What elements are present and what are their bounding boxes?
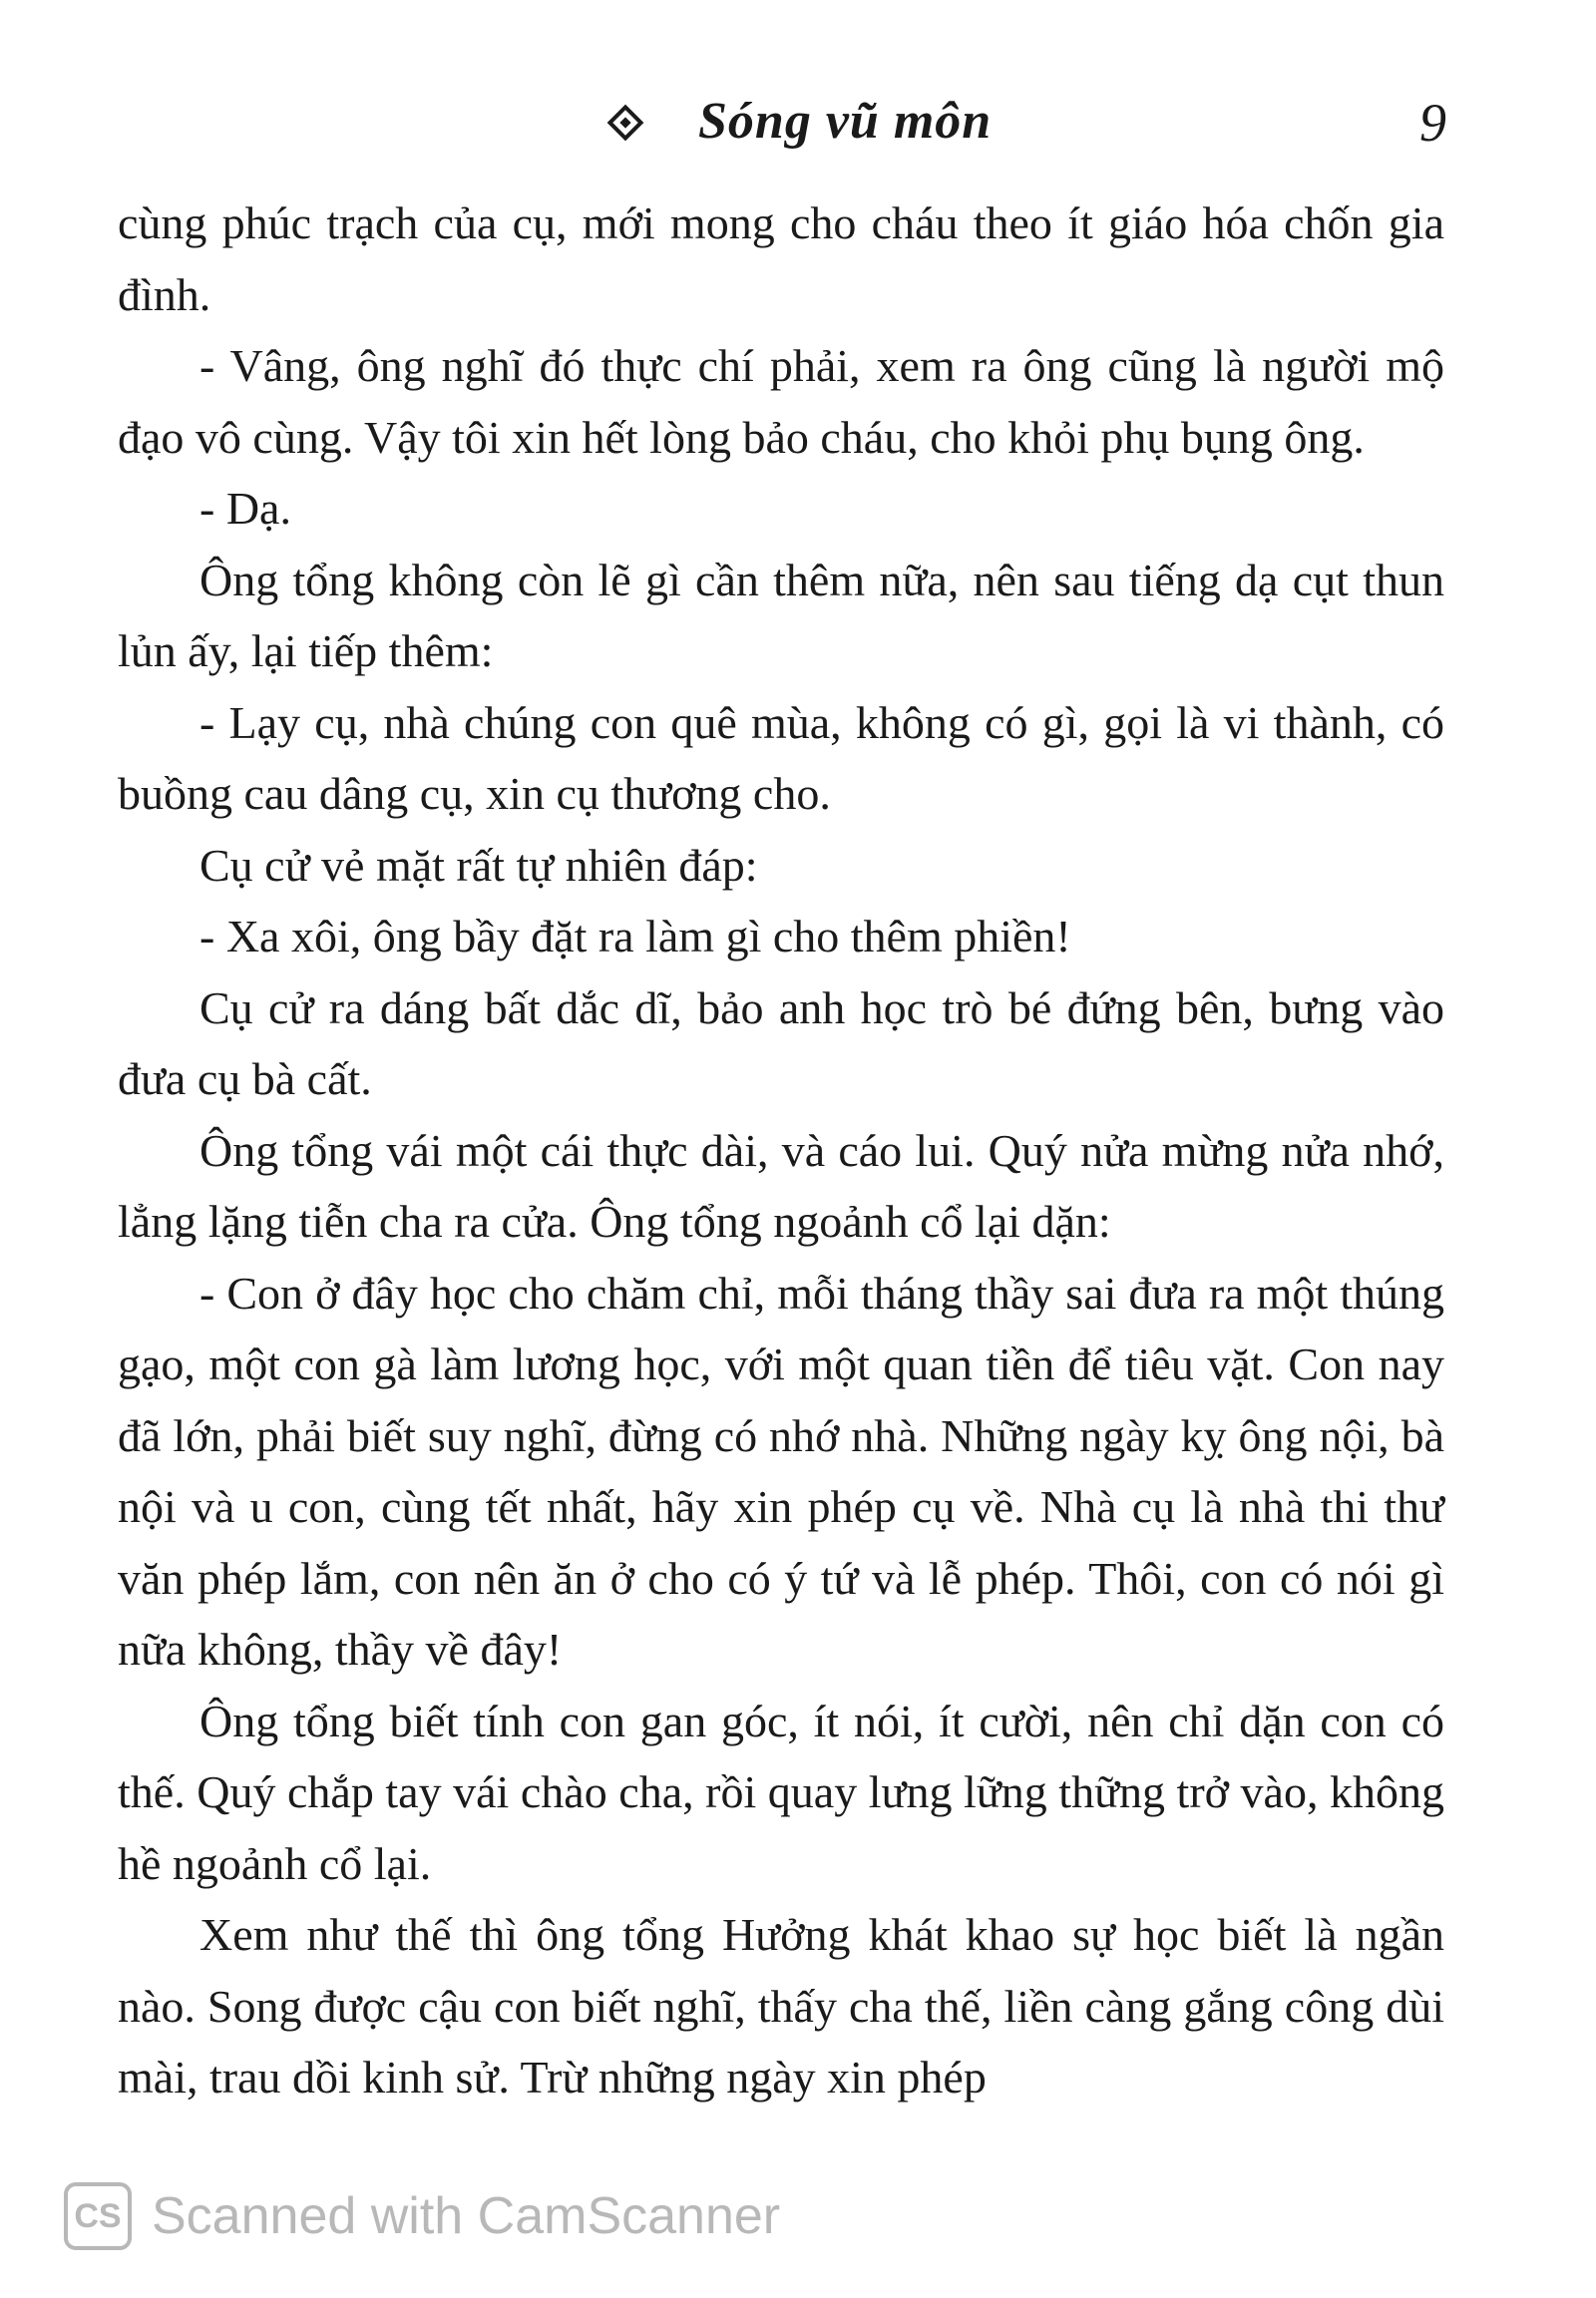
paragraph: Cụ cử vẻ mặt rất tự nhiên đáp: bbox=[200, 839, 758, 891]
running-header bbox=[0, 88, 1596, 158]
paragraph: Ông tổng vái một cái thực dài, và cáo lui. Quý nửa mừng nửa nhớ, lẳng lặng tiễn cha ra cửa. Ông tổng ngoảnh cổ lại dặn: bbox=[118, 1124, 1444, 1247]
paragraph: - Vâng, ông nghĩ đó thực chí phải, xem ra ông cũng là người mộ đạo vô cùng. Vậy tôi xin hết lòng bảo cháu, cho khỏi phụ bụng ông. bbox=[118, 340, 1444, 463]
page-number: 9 bbox=[1419, 93, 1446, 153]
paragraph: - Con ở đây học cho chăm chỉ, mỗi tháng thầy sai đưa ra một thúng gạo, một con gà làm lương học, với một quan tiền để tiêu vặt. Con nay đã lớn, phải biết suy nghĩ, đừng có nhớ nhà. Những ngày kỵ ông nội, bà nội và u con, cùng tết nhất, hãy xin phép cụ về. Nhà cụ là nhà thi thư văn phép lắm, con nên ăn ở cho có ý tứ và lễ phép. Thôi, con có nói gì nữa không, thầy về đây! bbox=[118, 1267, 1444, 1675]
running-title: Sóng vũ môn bbox=[698, 93, 993, 150]
paragraph: Cụ cử ra dáng bất dắc dĩ, bảo anh học trò bé đứng bên, bưng vào đưa cụ bà cất. bbox=[118, 981, 1444, 1104]
diamond-ornament-icon bbox=[607, 105, 644, 142]
paragraph: Ông tổng không còn lẽ gì cần thêm nữa, nên sau tiếng dạ cụt thun lủn ấy, lại tiếp thêm: bbox=[118, 554, 1444, 676]
paragraph: - Dạ. bbox=[200, 483, 291, 534]
camscanner-watermark bbox=[64, 2180, 780, 2252]
body-text bbox=[118, 188, 1444, 2113]
paragraph: - Lạy cụ, nhà chúng con quê mùa, không có gì, gọi là vi thành, có buồng cau dâng cụ, xin cụ thương cho. bbox=[118, 696, 1444, 819]
paragraph: Xem như thế thì ông tổng Hưởng khát khao sự học biết là ngần nào. Song được cậu con biết nghĩ, thấy cha thế, liền càng gắng công dùi mài, trau dồi kinh sử. Trừ những ngày xin phép bbox=[118, 1909, 1444, 2103]
paragraph: - Xa xôi, ông bầy đặt ra làm gì cho thêm phiền! bbox=[200, 911, 1071, 961]
camscanner-logo-icon: CS bbox=[64, 2182, 132, 2250]
watermark-text: Scanned with CamScanner bbox=[152, 2187, 781, 2245]
paragraph: Ông tổng biết tính con gan góc, ít nói, ít cười, nên chỉ dặn con có thế. Quý chắp tay vái chào cha, rồi quay lưng lững thững trở vào, không hề ngoảnh cổ lại. bbox=[118, 1695, 1444, 1889]
paragraph: cùng phúc trạch của cụ, mới mong cho cháu theo ít giáo hóa chốn gia đình. bbox=[118, 197, 1444, 320]
